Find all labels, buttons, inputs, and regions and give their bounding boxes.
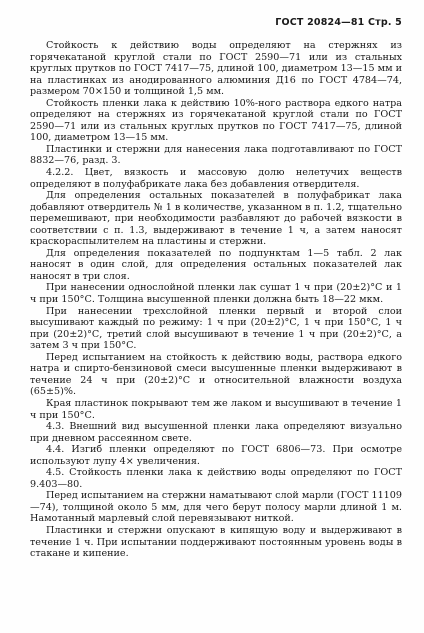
paragraph: При нанесении однослойной пленки лак сушат 1 ч при (20±2)°С и 1 ч при 150°С. Толщина высушенной пленки должна быть 18—22 мкм. xyxy=(30,282,402,306)
paragraph: При нанесении трехслойной пленки первый и второй слои высушивают каждый по режиму: 1 ч при (20±2)°С, 1 ч при 150°С, 1 ч при (20±2)°С, третий слой высушивают в течение 1 ч при (20±2)°С, а затем 3 ч при 150°С. xyxy=(30,305,402,352)
paragraph: 4.4. Изгиб пленки определяют по ГОСТ 6806—73. При осмотре используют лупу 4× увеличения. xyxy=(30,444,402,467)
paragraph: 4.2.2. Цвет, вязкость и массовую долю нелетучих веществ определяют в полуфабрикате лака без добавления отвердителя. xyxy=(30,167,402,190)
paragraph: Края пластинок покрывают тем же лаком и высушивают в течение 1 ч при 150°С. xyxy=(30,397,402,421)
document-body xyxy=(30,40,402,560)
paragraph: 4.3. Внешний вид высушенной пленки лака определяют визуально при дневном рассеянном свете. xyxy=(30,421,402,444)
paragraph: Пластинки и стержни для нанесения лака подготавливают по ГОСТ 8832—76, разд. 3. xyxy=(30,143,402,167)
paragraph: 4.5. Стойкость пленки лака к действию воды определяют по ГОСТ 9.403—80. xyxy=(30,467,402,490)
paragraph: Пластинки и стержни опускают в кипящую воду и выдерживают в течение 1 ч. При испытании поддерживают постоянным уровень воды в стакане и кипение. xyxy=(30,524,402,560)
paragraph: Для определения показателей по подпунктам 1—5 табл. 2 лак наносят в один слой, для определения остальных показателей лак наносят в три слоя. xyxy=(30,247,402,282)
paragraph: Стойкость пленки лака к действию 10%-ного раствора едкого натра определяют на стержнях из горячекатаной круглой стали по ГОСТ 2590—71 или из стальных круглых прутков по ГОСТ 7417—75, длиной 100, диаметром 13—15 мм. xyxy=(30,97,402,144)
paragraph: Перед испытанием на стойкость к действию воды, раствора едкого натра и спирто-бензиновой смеси высушенные пленки выдерживают в течение 24 ч при (20±2)°С и относительной влажности воздуха (65±5)%. xyxy=(30,351,402,398)
paragraph: Перед испытанием на стержни наматывают слой марли (ГОСТ 11109—74), толщиной около 5 мм, для чего берут полосу марли длиной 1 м. Намотанный марлевый слой перевязывают ниткой. xyxy=(30,490,402,525)
paragraph: Для определения остальных показателей в полуфабрикат лака добавляют отвердитель № 1 в количестве, указанном в п. 1.2, тщательно перемешивают, при необходимости разбавляют до рабочей вязкости в соответствии с п. 1.3, выдерживают в течение 1 ч, а затем наносят краскораспылителем на пластины и стержни. xyxy=(30,190,402,248)
page-header: ГОСТ 20824—81 Стр. 5 xyxy=(275,17,402,28)
paragraph: Стойкость к действию воды определяют на стержнях из горячекатаной круглой стали по ГОСТ 2590—71 или из стальных круглых прутков по ГОСТ 7417—75, длиной 100, диаметром 13—15 мм и на пластинках из анодированного алюминия Д16 по ГОСТ 4784—74, размером 70×150 и толщиной 1,5 мм. xyxy=(30,40,402,98)
